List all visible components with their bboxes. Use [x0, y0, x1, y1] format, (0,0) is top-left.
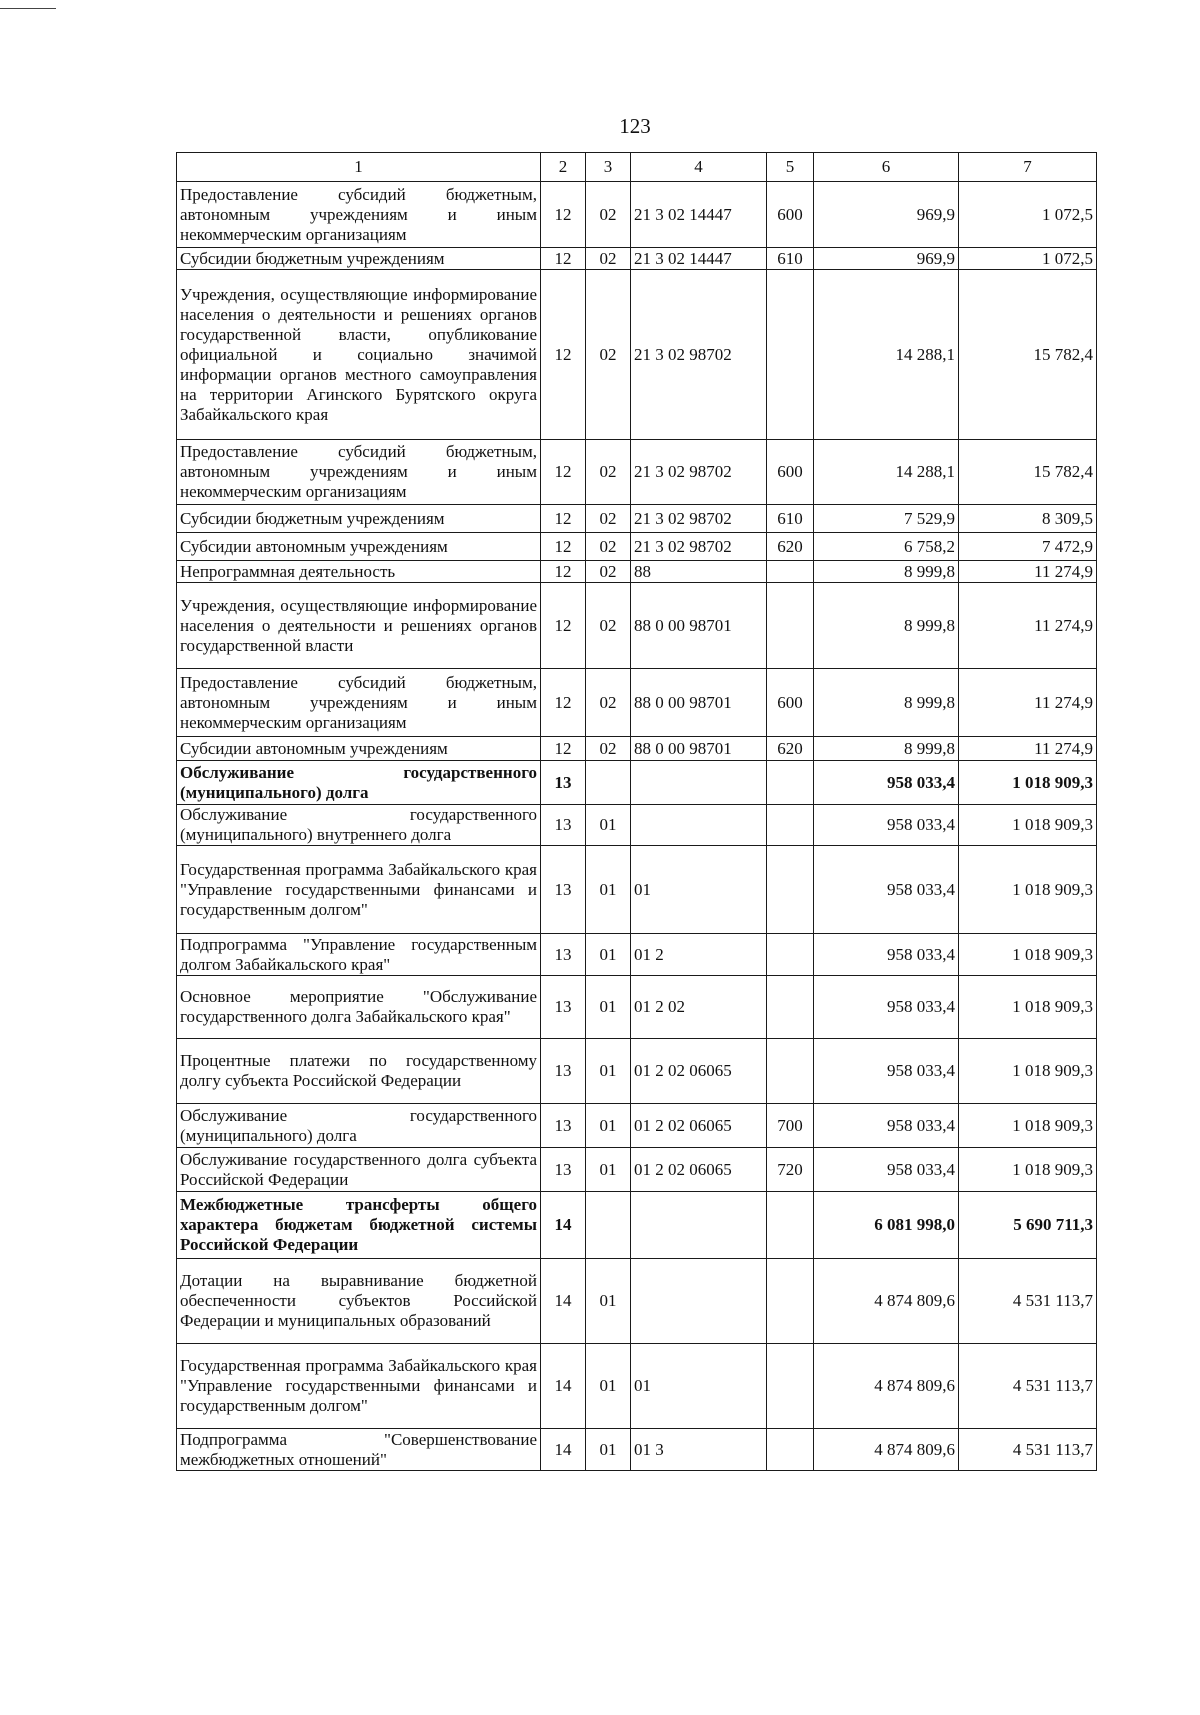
cell-amount-year2: 1 018 909,3: [959, 934, 1097, 976]
cell-expense-type: [767, 846, 814, 934]
table-row: [177, 805, 1097, 846]
cell-amount-year1: 958 033,4: [814, 1104, 959, 1148]
cell-subsection: 01: [586, 1148, 631, 1192]
table-row: [177, 533, 1097, 561]
cell-subsection: 02: [586, 182, 631, 248]
cell-target-article: [631, 761, 767, 805]
cell-subsection: 01: [586, 934, 631, 976]
table-row: [177, 1259, 1097, 1344]
cell-expense-type: 720: [767, 1148, 814, 1192]
cell-target-article: 01 2 02 06065: [631, 1104, 767, 1148]
cell-subsection: 02: [586, 270, 631, 440]
cell-subsection: 02: [586, 583, 631, 669]
cell-section: 13: [541, 1148, 586, 1192]
cell-amount-year1: 958 033,4: [814, 805, 959, 846]
cell-amount-year1: 14 288,1: [814, 270, 959, 440]
cell-amount-year2: 11 274,9: [959, 583, 1097, 669]
cell-target-article: 01 2 02 06065: [631, 1148, 767, 1192]
cell-expense-type: [767, 1039, 814, 1104]
table-row: [177, 583, 1097, 669]
cell-amount-year1: 4 874 809,6: [814, 1344, 959, 1429]
cell-amount-year2: 1 072,5: [959, 248, 1097, 270]
cell-amount-year1: 958 033,4: [814, 761, 959, 805]
cell-expense-type: 610: [767, 248, 814, 270]
cell-subsection: 01: [586, 976, 631, 1039]
cell-section: 14: [541, 1259, 586, 1344]
cell-subsection: 02: [586, 533, 631, 561]
cell-amount-year1: 958 033,4: [814, 1148, 959, 1192]
table-row: [177, 270, 1097, 440]
cell-expense-type: [767, 583, 814, 669]
cell-amount-year2: 1 018 909,3: [959, 846, 1097, 934]
cell-subsection: 01: [586, 1259, 631, 1344]
cell-subsection: 02: [586, 669, 631, 737]
cell-amount-year2: 5 690 711,3: [959, 1192, 1097, 1259]
cell-subsection: 02: [586, 561, 631, 583]
column-header-row: [177, 153, 1097, 182]
cell-amount-year2: 15 782,4: [959, 440, 1097, 505]
table-row: [177, 248, 1097, 270]
cell-subsection: [586, 1192, 631, 1259]
cell-target-article: 01: [631, 1344, 767, 1429]
cell-subsection: 02: [586, 440, 631, 505]
cell-amount-year2: 8 309,5: [959, 505, 1097, 533]
table-row: [177, 1148, 1097, 1192]
cell-subsection: 02: [586, 505, 631, 533]
cell-section: 12: [541, 440, 586, 505]
cell-name: Предоставление субсидий бюджетным, автономным учреждениям и иным некоммерческим организациям: [177, 669, 541, 737]
table-row: [177, 1104, 1097, 1148]
table-row: [177, 761, 1097, 805]
cell-name: Межбюджетные трансферты общего характера бюджетам бюджетной системы Российской Федерации: [177, 1192, 541, 1259]
cell-section: 12: [541, 505, 586, 533]
cell-name: Обслуживание государственного (муниципального) внутреннего долга: [177, 805, 541, 846]
column-header: 3: [586, 153, 631, 182]
cell-name: Основное мероприятие "Обслуживание государственного долга Забайкальского края": [177, 976, 541, 1039]
cell-amount-year2: 4 531 113,7: [959, 1344, 1097, 1429]
cell-amount-year1: 8 999,8: [814, 583, 959, 669]
column-header: 7: [959, 153, 1097, 182]
cell-amount-year1: 969,9: [814, 182, 959, 248]
cell-target-article: 21 3 02 98702: [631, 533, 767, 561]
cell-section: 12: [541, 533, 586, 561]
table-row: [177, 505, 1097, 533]
cell-target-article: 21 3 02 14447: [631, 182, 767, 248]
cell-expense-type: [767, 561, 814, 583]
cell-amount-year1: 6 758,2: [814, 533, 959, 561]
cell-amount-year1: 969,9: [814, 248, 959, 270]
cell-subsection: 02: [586, 248, 631, 270]
cell-expense-type: [767, 1192, 814, 1259]
cell-section: 12: [541, 583, 586, 669]
cell-amount-year2: 1 018 909,3: [959, 761, 1097, 805]
cell-name: Учреждения, осуществляющие информирование населения о деятельности и решениях органов государственной власти: [177, 583, 541, 669]
cell-expense-type: [767, 805, 814, 846]
cell-section: 12: [541, 270, 586, 440]
cell-amount-year1: 958 033,4: [814, 1039, 959, 1104]
cell-name: Учреждения, осуществляющие информирование населения о деятельности и решениях органов государственной власти, опубликование официальной и социально значимой информации органов местного самоуправления на территории Агинского Бурятского округа Забайкальского края: [177, 270, 541, 440]
table-row: [177, 976, 1097, 1039]
cell-target-article: [631, 1259, 767, 1344]
cell-expense-type: 610: [767, 505, 814, 533]
table-row: [177, 669, 1097, 737]
cell-section: 12: [541, 248, 586, 270]
column-header: 1: [177, 153, 541, 182]
cell-name: Подпрограмма "Совершенствование межбюджетных отношений": [177, 1429, 541, 1471]
cell-subsection: 01: [586, 1344, 631, 1429]
cell-subsection: 01: [586, 1104, 631, 1148]
cell-expense-type: 600: [767, 182, 814, 248]
cell-section: 14: [541, 1192, 586, 1259]
cell-expense-type: [767, 934, 814, 976]
table-row: [177, 737, 1097, 761]
table-body: [177, 182, 1097, 1471]
cell-section: 14: [541, 1344, 586, 1429]
cell-subsection: 01: [586, 846, 631, 934]
cell-section: 13: [541, 846, 586, 934]
cell-target-article: 21 3 02 98702: [631, 440, 767, 505]
cell-target-article: 88: [631, 561, 767, 583]
page-number: 123: [619, 114, 651, 138]
cell-name: Субсидии бюджетным учреждениям: [177, 248, 541, 270]
cell-expense-type: [767, 1259, 814, 1344]
cell-target-article: 01 2: [631, 934, 767, 976]
cell-amount-year2: 1 018 909,3: [959, 1148, 1097, 1192]
cell-target-article: 01: [631, 846, 767, 934]
cell-section: 12: [541, 737, 586, 761]
cell-amount-year2: 1 018 909,3: [959, 1039, 1097, 1104]
cell-name: Обслуживание государственного долга субъекта Российской Федерации: [177, 1148, 541, 1192]
cell-amount-year1: 8 999,8: [814, 561, 959, 583]
cell-amount-year2: 11 274,9: [959, 669, 1097, 737]
cell-target-article: 01 2 02 06065: [631, 1039, 767, 1104]
cell-amount-year1: 8 999,8: [814, 737, 959, 761]
table-row: [177, 1429, 1097, 1471]
cell-name: Подпрограмма "Управление государственным долгом Забайкальского края": [177, 934, 541, 976]
cell-subsection: 01: [586, 1429, 631, 1471]
cell-amount-year1: 4 874 809,6: [814, 1429, 959, 1471]
cell-amount-year2: 1 018 909,3: [959, 1104, 1097, 1148]
cell-expense-type: 700: [767, 1104, 814, 1148]
cell-name: Дотации на выравнивание бюджетной обеспеченности субъектов Российской Федерации и муниципальных образований: [177, 1259, 541, 1344]
cell-section: 12: [541, 182, 586, 248]
cell-amount-year2: 1 018 909,3: [959, 976, 1097, 1039]
cell-name: Субсидии бюджетным учреждениям: [177, 505, 541, 533]
cell-amount-year2: 1 072,5: [959, 182, 1097, 248]
cell-subsection: 02: [586, 737, 631, 761]
cell-expense-type: 620: [767, 533, 814, 561]
cell-amount-year1: 958 033,4: [814, 934, 959, 976]
cell-amount-year2: 11 274,9: [959, 561, 1097, 583]
cell-section: 13: [541, 1104, 586, 1148]
cell-name: Государственная программа Забайкальского края "Управление государственными финансами и государственным долгом": [177, 846, 541, 934]
column-header: 6: [814, 153, 959, 182]
cell-expense-type: 620: [767, 737, 814, 761]
table-row: [177, 182, 1097, 248]
cell-name: Предоставление субсидий бюджетным, автономным учреждениям и иным некоммерческим организациям: [177, 182, 541, 248]
cell-section: 12: [541, 561, 586, 583]
cell-section: 13: [541, 805, 586, 846]
table-row: [177, 1039, 1097, 1104]
cell-amount-year2: 4 531 113,7: [959, 1259, 1097, 1344]
cell-amount-year2: 4 531 113,7: [959, 1429, 1097, 1471]
cell-expense-type: [767, 976, 814, 1039]
cell-section: 13: [541, 1039, 586, 1104]
cell-section: 14: [541, 1429, 586, 1471]
cell-amount-year1: 6 081 998,0: [814, 1192, 959, 1259]
cell-amount-year1: 7 529,9: [814, 505, 959, 533]
column-header: 2: [541, 153, 586, 182]
table-row: [177, 561, 1097, 583]
cell-name: Предоставление субсидий бюджетным, автономным учреждениям и иным некоммерческим организациям: [177, 440, 541, 505]
cell-amount-year2: 1 018 909,3: [959, 805, 1097, 846]
table-row: [177, 440, 1097, 505]
cell-section: 12: [541, 669, 586, 737]
cell-target-article: 88 0 00 98701: [631, 737, 767, 761]
budget-table: [176, 152, 1097, 1471]
cell-section: 13: [541, 761, 586, 805]
table-row: [177, 934, 1097, 976]
cell-target-article: 01 2 02: [631, 976, 767, 1039]
cell-name: Субсидии автономным учреждениям: [177, 737, 541, 761]
cell-section: 13: [541, 976, 586, 1039]
cell-target-article: 21 3 02 98702: [631, 505, 767, 533]
cell-expense-type: 600: [767, 669, 814, 737]
cell-section: 13: [541, 934, 586, 976]
cell-name: Субсидии автономным учреждениям: [177, 533, 541, 561]
cell-amount-year2: 15 782,4: [959, 270, 1097, 440]
cell-expense-type: [767, 1429, 814, 1471]
cell-expense-type: [767, 761, 814, 805]
cell-amount-year1: 958 033,4: [814, 976, 959, 1039]
cell-expense-type: [767, 270, 814, 440]
scan-frame-edge: [0, 0, 56, 9]
cell-amount-year1: 14 288,1: [814, 440, 959, 505]
cell-amount-year2: 7 472,9: [959, 533, 1097, 561]
cell-name: Государственная программа Забайкальского края "Управление государственными финансами и государственным долгом": [177, 1344, 541, 1429]
table-row: [177, 1192, 1097, 1259]
cell-target-article: [631, 1192, 767, 1259]
cell-amount-year1: 4 874 809,6: [814, 1259, 959, 1344]
table-row: [177, 846, 1097, 934]
cell-name: Непрограммная деятельность: [177, 561, 541, 583]
cell-amount-year2: 11 274,9: [959, 737, 1097, 761]
cell-amount-year1: 958 033,4: [814, 846, 959, 934]
cell-expense-type: [767, 1344, 814, 1429]
cell-target-article: [631, 805, 767, 846]
cell-target-article: 21 3 02 98702: [631, 270, 767, 440]
cell-subsection: 01: [586, 1039, 631, 1104]
column-header: 4: [631, 153, 767, 182]
cell-name: Процентные платежи по государственному долгу субъекта Российской Федерации: [177, 1039, 541, 1104]
cell-subsection: 01: [586, 805, 631, 846]
cell-target-article: 01 3: [631, 1429, 767, 1471]
cell-amount-year1: 8 999,8: [814, 669, 959, 737]
cell-name: Обслуживание государственного (муниципального) долга: [177, 1104, 541, 1148]
cell-target-article: 21 3 02 14447: [631, 248, 767, 270]
cell-name: Обслуживание государственного (муниципального) долга: [177, 761, 541, 805]
cell-expense-type: 600: [767, 440, 814, 505]
table-row: [177, 1344, 1097, 1429]
column-header: 5: [767, 153, 814, 182]
cell-target-article: 88 0 00 98701: [631, 583, 767, 669]
cell-target-article: 88 0 00 98701: [631, 669, 767, 737]
cell-subsection: [586, 761, 631, 805]
